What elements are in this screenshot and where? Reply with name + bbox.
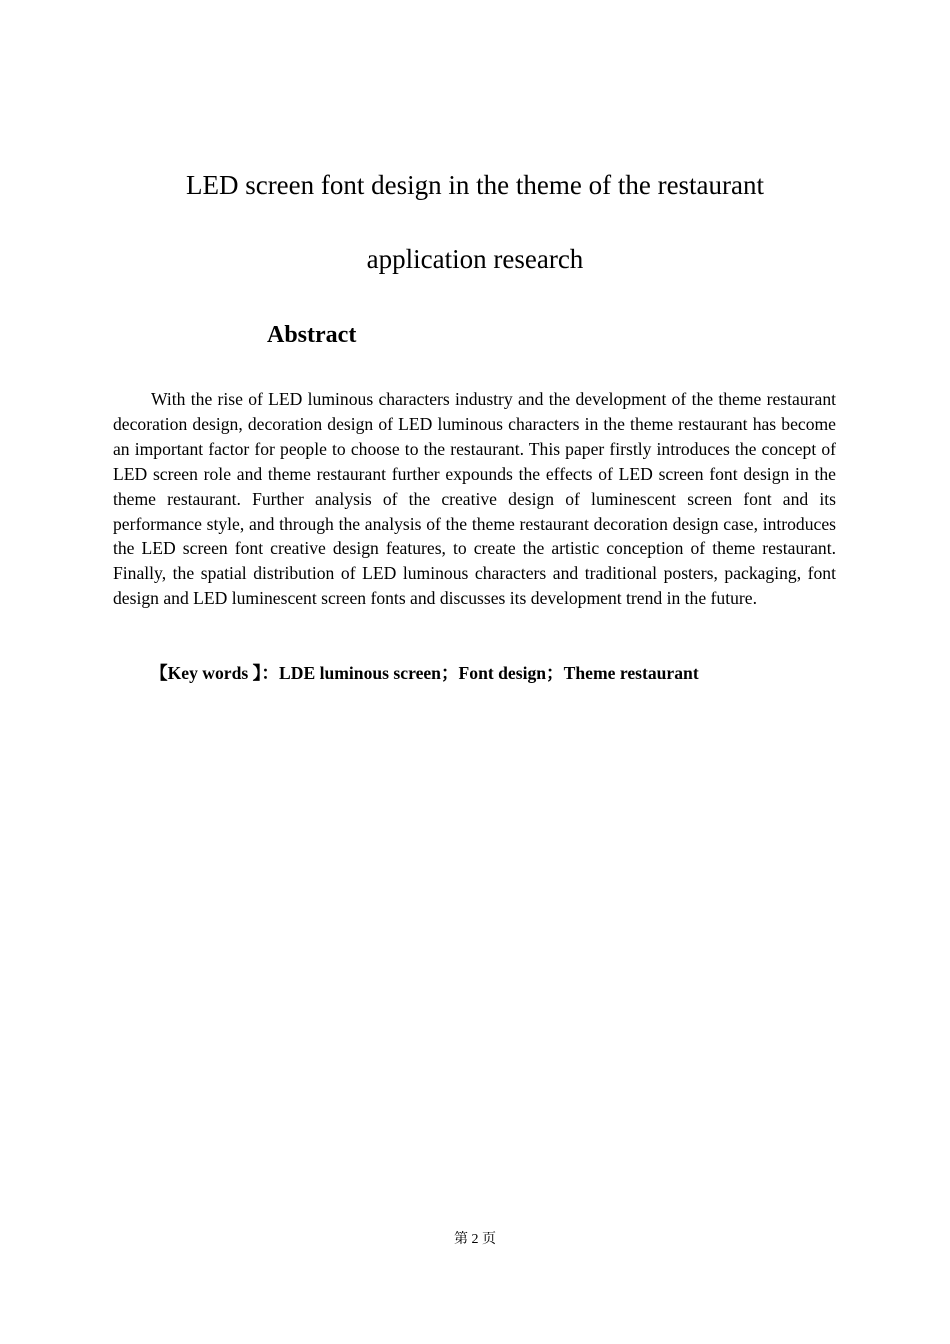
paper-title-line-2: application research bbox=[366, 244, 584, 274]
keywords-items: LDE luminous screen；Font design；Theme restaurant bbox=[279, 663, 699, 683]
keywords-label: 【Key words 】： bbox=[150, 663, 280, 683]
page-number-footer: 第 2 页 bbox=[454, 1232, 496, 1247]
abstract-body: With the rise of LED luminous characters industry and the development of the theme restaurant decoration design, decoration design of LED luminous characters in the theme restaurant has become an important factor for people to choose to the restaurant. This paper firstly introduces the concept of LED screen role and theme restaurant further expounds the effects of LED screen font design in the theme restaurant. Further analysis of the creative design of luminescent screen font and its performance style, and through the analysis of the theme restaurant decoration design case, introduces the LED screen font creative design features, to create the artistic conception of theme restaurant. Finally, the spatial distribution of LED luminous characters and traditional posters, packaging, font design and LED luminescent screen fonts and discusses its development trend in the future. bbox=[113, 389, 836, 609]
abstract-heading: Abstract bbox=[267, 322, 357, 348]
paper-title-line-1: LED screen font design in the theme of the restaurant bbox=[185, 170, 765, 200]
keywords-line bbox=[150, 660, 699, 685]
